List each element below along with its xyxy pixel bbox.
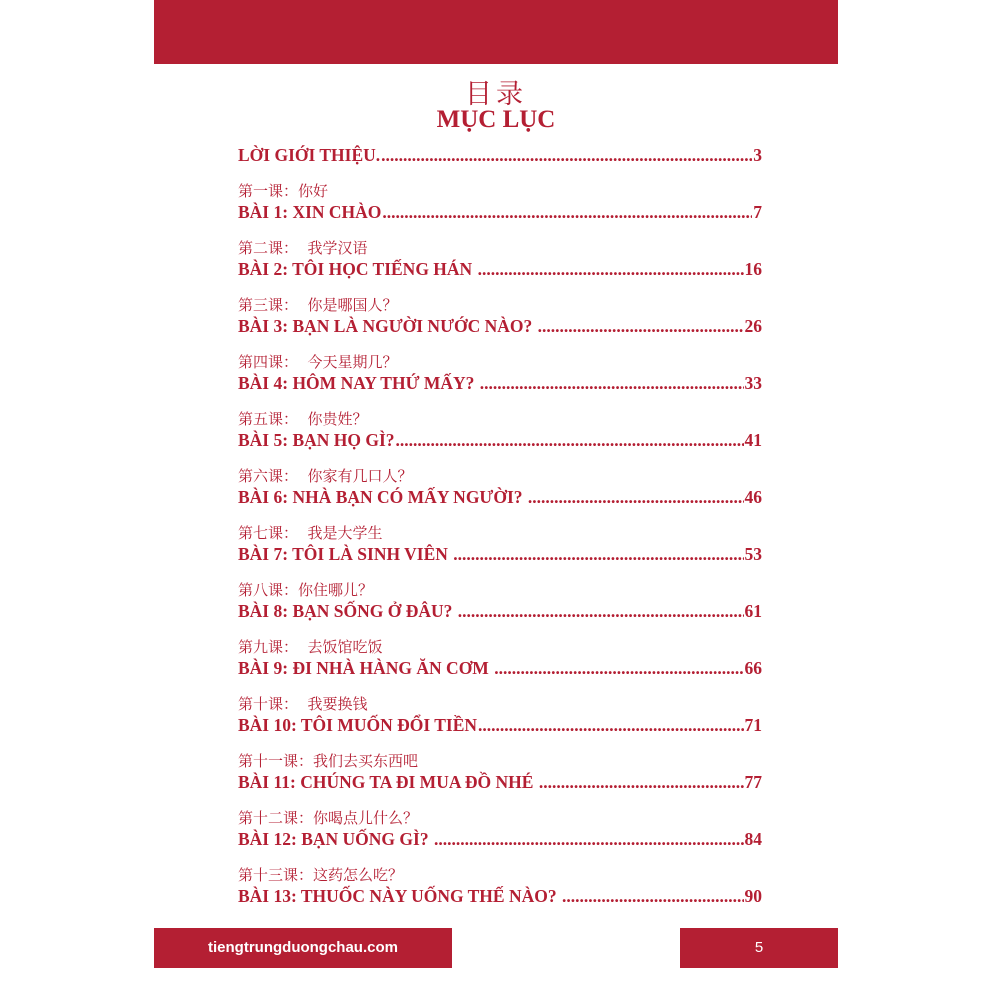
toc-entry-page: 66	[744, 658, 762, 678]
toc-leader-dots	[434, 829, 744, 850]
toc-leader-dots	[539, 772, 744, 793]
toc-entry-line[interactable]	[238, 316, 762, 340]
toc-entry-label: BÀI 10: TÔI MUỐN ĐỔI TIỀN	[238, 715, 478, 735]
toc-entry-label: BÀI 1: XIN CHÀO	[238, 202, 382, 222]
footer-website-bar	[154, 928, 452, 968]
toc-entry-label: BÀI 3: BẠN LÀ NGƯỜI NƯỚC NÀO?	[238, 316, 537, 336]
toc-entry-chinese: 第八课：你住哪儿？	[238, 581, 374, 599]
toc-entry-page: 90	[744, 886, 762, 906]
toc-entry-label: BÀI 5: BẠN HỌ GÌ?	[238, 430, 395, 450]
toc-entry-line[interactable]	[238, 487, 762, 511]
toc-entry-line[interactable]	[238, 373, 762, 397]
toc-entry-label: BÀI 12: BẠN UỐNG GÌ?	[238, 829, 433, 849]
toc-entry-line[interactable]	[238, 259, 762, 283]
toc-entry-chinese: 第三课： 你是哪国人？	[238, 296, 398, 314]
page-title-vietnamese: MỤC LỤC	[436, 106, 556, 133]
toc-entry-line[interactable]	[238, 430, 762, 454]
toc-entry-chinese: 第一课：你好	[238, 182, 329, 200]
toc-leader-dots	[538, 316, 744, 337]
toc-entry-page: 26	[744, 316, 762, 336]
toc-entry-line[interactable]	[238, 886, 762, 910]
toc-entry-label: BÀI 6: NHÀ BẠN CÓ MẤY NGƯỜI?	[238, 487, 527, 507]
toc-leader-dots	[478, 259, 744, 280]
page-title-chinese: 目录	[465, 79, 527, 110]
toc-entry-chinese: 第九课： 去饭馆吃饭	[238, 638, 383, 656]
toc-entry-page: 33	[744, 373, 762, 393]
toc-entry-chinese: 第十一课：我们去买东西吧	[238, 752, 419, 770]
toc-intro-label: LỜI GIỚI THIỆU.	[238, 145, 381, 165]
toc-entry-line[interactable]	[238, 715, 762, 739]
toc-entry-page: 16	[744, 259, 762, 279]
toc-entry-chinese: 第二课： 我学汉语	[238, 239, 368, 257]
toc-entry-page: 61	[744, 601, 762, 621]
toc-entry-page: 77	[744, 772, 762, 792]
toc-entry-chinese: 第六课： 你家有几口人？	[238, 467, 413, 485]
toc-entry-label: BÀI 4: HÔM NAY THỨ MẤY?	[238, 373, 479, 393]
toc-entry-page: 84	[744, 829, 762, 849]
toc-entry-label: BÀI 11: CHÚNG TA ĐI MUA ĐỒ NHÉ	[238, 772, 538, 792]
toc-entry-label: BÀI 2: TÔI HỌC TIẾNG HÁN	[238, 259, 477, 279]
footer-page-bar	[680, 928, 838, 968]
toc-leader-dots	[396, 430, 744, 451]
toc-leader-dots	[458, 601, 744, 622]
toc-entry-line[interactable]	[238, 772, 762, 796]
toc-entry-line[interactable]	[238, 544, 762, 568]
toc-leader-dots	[528, 487, 744, 508]
footer-website[interactable]: tiengtrungduongchau.com	[208, 939, 398, 956]
toc-entry-line[interactable]	[238, 829, 762, 853]
toc-entry-label: BÀI 13: THUỐC NÀY UỐNG THẾ NÀO?	[238, 886, 561, 906]
toc-entry-chinese: 第十三课：这药怎么吃？	[238, 866, 404, 884]
toc-entry-page: 46	[744, 487, 762, 507]
toc-leader-dots	[382, 202, 752, 223]
toc-entry-line[interactable]	[238, 202, 762, 226]
toc-entry-chinese: 第七课： 我是大学生	[238, 524, 383, 542]
toc-entry-chinese: 第五课： 你贵姓？	[238, 410, 368, 428]
toc-entry-label: BÀI 7: TÔI LÀ SINH VIÊN	[238, 544, 453, 564]
toc-entry-page: 71	[744, 715, 762, 735]
toc-entry-chinese: 第十二课：你喝点儿什么？	[238, 809, 419, 827]
toc-entry-chinese: 第四课： 今天星期几？	[238, 353, 398, 371]
toc-leader-dots	[453, 544, 743, 565]
toc-entry-label: BÀI 9: ĐI NHÀ HÀNG ĂN CƠM	[238, 658, 494, 678]
toc-leader-dots	[494, 658, 743, 679]
toc-entry-line[interactable]	[238, 658, 762, 682]
toc-entry-page: 41	[744, 430, 762, 450]
toc-leader-dots	[562, 886, 744, 907]
toc-entry-chinese: 第十课： 我要换钱	[238, 695, 368, 713]
footer-page-number: 5	[754, 939, 764, 956]
toc-intro-line[interactable]	[238, 145, 762, 169]
toc-entry-line[interactable]	[238, 601, 762, 625]
toc-entry-page: 7	[753, 202, 762, 222]
toc-intro-page: 3	[753, 145, 762, 165]
top-banner	[154, 0, 838, 64]
toc-leader-dots	[381, 145, 752, 166]
toc-leader-dots	[480, 373, 744, 394]
toc-entry-label: BÀI 8: BẠN SỐNG Ở ĐÂU?	[238, 601, 457, 621]
toc-entry-page: 53	[744, 544, 762, 564]
toc-leader-dots	[478, 715, 743, 736]
